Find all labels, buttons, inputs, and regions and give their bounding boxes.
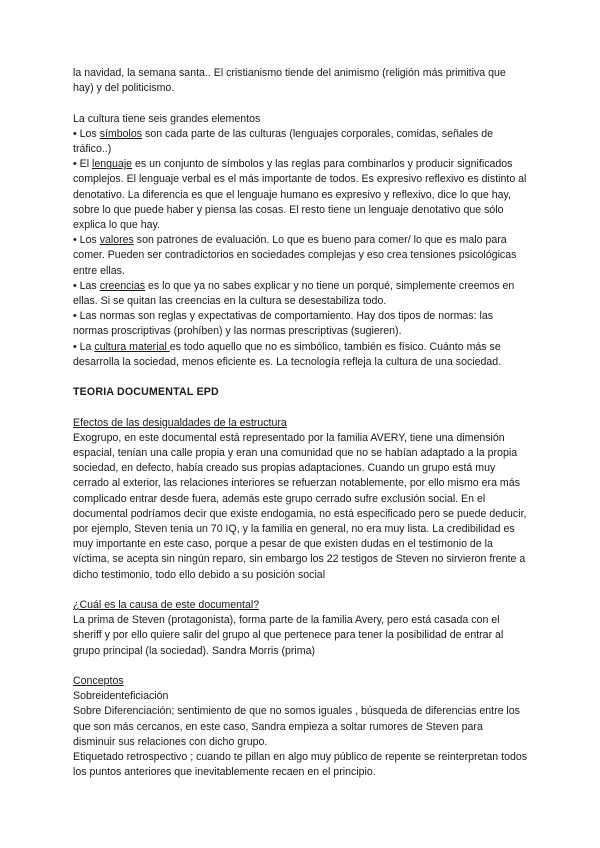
bullet-prefix: • El (73, 158, 93, 171)
bullet-normas (73, 309, 528, 339)
bullet-text: son cada parte de las culturas (lenguajes corporales, comidas, señales de tráfico..) (73, 127, 494, 155)
section-title: TEORIA DOCUMENTAL EPD (73, 386, 219, 399)
cause-paragraph: La prima de Steven (protagonista), forma parte de la familia Avery, pero está casada con el sheriff y por ello quiere salir del grupo al que pertenece para tener la posibilidad de entrar al grupo principal (la sociedad). Sandra Morris (prima) (73, 614, 504, 657)
bullet-text: es un conjunto de símbolos y las reglas para combinarlos y producir significados complejos. El lenguaje verbal es el más importante de todos. Es expresivo reflexivo es distinto al denotativo. La diferencia es que el lenguaje humano es expresivo y reflexivo, dice lo que hay, sobre lo que puede haber y piensa las cosas. El resto tiene un lenguaje denotativo que sólo explica lo que hay. (73, 158, 527, 232)
culture-heading: La cultura tiene seis grandes elementos (73, 112, 261, 125)
bullet-lenguaje (73, 157, 528, 233)
term-simbolos: símbolos (99, 127, 143, 140)
intro-paragraph: la navidad, la semana santa.. El cristianismo tiende del animismo (religión más primitiva que hay) y del politicismo. (73, 67, 506, 95)
bullet-text: • Las normas son reglas y expectativas de comportamiento. Hay dos tipos de normas: las normas proscriptivas (prohíben) y las normas prescriptivas (sugieren). (73, 310, 494, 338)
bullet-prefix: • Los (73, 234, 100, 247)
effects-heading: Efectos de las desigualdades de la estructura (73, 416, 287, 429)
bullet-text: son patrones de evaluación. Lo que es bueno para comer/ lo que es malo para comer. Pueden ser contradictorios en sociedades complejas y eso crea tensiones psicológicas entre ellas. (73, 234, 517, 277)
bullet-simbolos (73, 127, 528, 157)
bullet-creencias (73, 279, 528, 309)
bullet-text: es todo aquello que no es simbólico, también es físico. Cuánto más se desarrolla la sociedad, menos eficiente es. La tecnología refleja la cultura de una sociedad. (73, 340, 502, 368)
effects-paragraph: Exogrupo, en este documental está representado por la familia AVERY, tiene una dimensión espacial, tenían una calle propia y eran una comunidad que no se habían adaptado a la propia sociedad, en defecto, había creado sus propias adaptaciones. Cuando un grupo está muy cerrado al exterior, las relaciones interiores se refuerzan notablemente, por ello mismo era más complicado entrar desde fuera, además este grupo cerrado sufre exclusión social. En el documental podríamos decir que existe endogamia, no está especificado pero se puede deducir, por ejemplo, Steven tenia un 70 IQ, y la familia en general, no era muy lista. La credibilidad es muy importante en este caso, porque a pesar de que existen dudas en el testimonio de la víctima, se acepta sin ningún reparo, sin embargo los 22 testigos de Steven no sirvieron frente a dicho testimonio, todo ello debido a su posición social (73, 431, 527, 581)
document-page (73, 66, 528, 780)
term-cultura-material: cultura material (94, 340, 170, 353)
bullet-text: es lo que ya no sabes explicar y no tiene un porqué, simplemente creemos en ellas. Si se quitan las creencias en la cultura se desestabiliza todo. (73, 279, 515, 308)
bullet-valores (73, 233, 528, 279)
term-lenguaje: lenguaje (92, 158, 133, 171)
bullet-prefix: • Los (73, 127, 100, 140)
concept-sobre-diferenciacion: Sobre Diferenciación; sentimiento de que no somos iguales , búsqueda de diferencias entre los que son más cercanos, en este caso, Sandra empieza a soltar rumores de Steven para disminuir sus relaciones con dicho grupo. (73, 705, 520, 748)
term-creencias: creencias (99, 279, 146, 292)
concept-etiquetado-retrospectivo: Etiquetado retrospectivo ; cuando te pillan en algo muy público de repente se reinterpretan todos los puntos anteriores que inevitablemente recaen en el principio. (73, 751, 528, 779)
spacer (73, 583, 528, 598)
spacer (73, 370, 528, 385)
bullet-prefix: • La (73, 340, 95, 353)
bullet-prefix: • Las (73, 279, 100, 292)
cause-heading: ¿Cuál es la causa de este documental? (73, 599, 260, 612)
spacer (73, 659, 528, 674)
concepts-heading: Conceptos (73, 675, 124, 688)
term-valores: valores (99, 234, 134, 247)
bullet-cultura-material (73, 340, 528, 370)
spacer (73, 96, 528, 111)
concept-sobreidentificacion: Sobreidenteficiación (73, 690, 169, 703)
spacer (73, 400, 528, 415)
